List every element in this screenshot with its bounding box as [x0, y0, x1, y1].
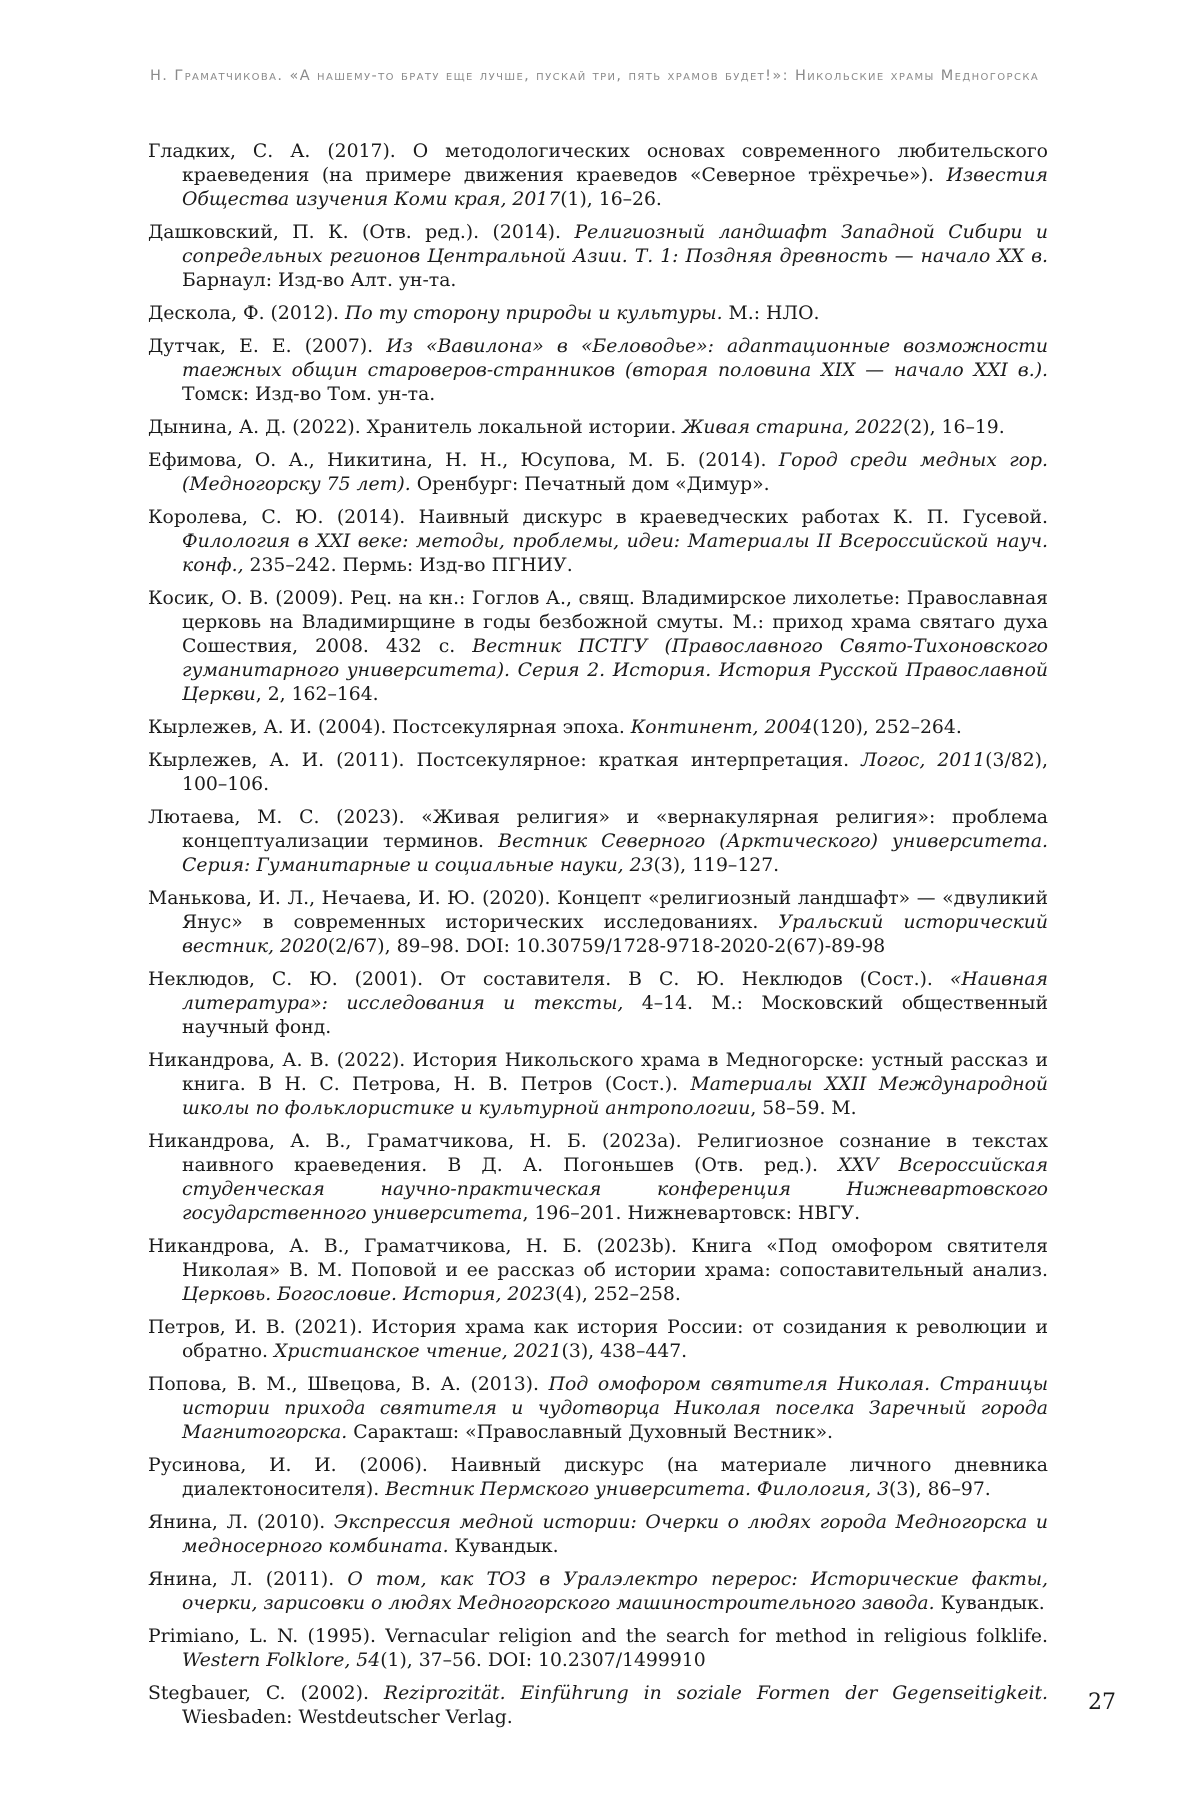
reference-entry: Primiano, L. N. (1995). Vernacular religion and the search for method in religious folklife. Western Folklore, 54(1), 37–56. DOI: 10.2307/1499910 [148, 1625, 1048, 1673]
reference-entry: Неклюдов, С. Ю. (2001). От составителя. В С. Ю. Неклюдов (Сост.). «Наивная литература»: исследования и тексты, 4–14. М.: Московский общественный научный фонд. [148, 968, 1048, 1040]
reference-entry: Русинова, И. И. (2006). Наивный дискурс (на материале личного дневника диалектоносителя). Вестник Пермского университета. Филология, 3(3), 86–97. [148, 1454, 1048, 1502]
reference-entry: Косик, О. В. (2009). Рец. на кн.: Гоглов А., свящ. Владимирское лихолетье: Православная церковь на Владимирщине в годы безбожной смуты. М.: приход храма святаго духа Сошествия, 2008. 432 с. Вестник ПСТГУ (Православного Свято-Тихоновского гуманитарного университета). Серия 2. История. История Русской Православной Церкви, 2, 162–164. [148, 587, 1048, 707]
reference-entry: Королева, С. Ю. (2014). Наивный дискурс в краеведческих работах К. П. Гусевой. Филология в XXI веке: методы, проблемы, идеи: Материалы II Всероссийской науч. конф., 235–242. Пермь: Изд-во ПГНИУ. [148, 506, 1048, 578]
reference-entry: Дутчак, Е. Е. (2007). Из «Вавилона» в «Беловодье»: адаптационные возможности таежных общин староверов-странников (вторая половина XIX — начало XXI в.). Томск: Изд-во Том. ун-та. [148, 335, 1048, 407]
reference-entry: Никандрова, А. В., Граматчикова, Н. Б. (2023a). Религиозное сознание в текстах наивного краеведения. В Д. А. Погоньшев (Отв. ред.). XXV Всероссийская студенческая научно-практическая конференция Нижневартовского государственного университета, 196–201. Нижневартовск: НВГУ. [148, 1130, 1048, 1226]
reference-entry: Лютаева, М. С. (2023). «Живая религия» и «вернакулярная религия»: проблема концептуализации терминов. Вестник Северного (Арктического) университета. Серия: Гуманитарные и социальные науки, 23(3), 119–127. [148, 806, 1048, 878]
reference-entry: Петров, И. В. (2021). История храма как история России: от созидания к революции и обратно. Христианское чтение, 2021(3), 438–447. [148, 1316, 1048, 1364]
reference-entry: Дашковский, П. К. (Отв. ред.). (2014). Религиозный ландшафт Западной Сибири и сопредельных регионов Центральной Азии. Т. 1: Поздняя древность — начало XX в. Барнаул: Изд-во Алт. ун-та. [148, 221, 1048, 293]
reference-entry: Гладких, С. А. (2017). О методологических основах современного любительского краеведения (на примере движения краеведов «Северное трёхречье»). Известия Общества изучения Коми края, 2017(1), 16–26. [148, 140, 1048, 212]
reference-entry: Ефимова, О. А., Никитина, Н. Н., Юсупова, М. Б. (2014). Город среди медных гор. (Медногорску 75 лет). Оренбург: Печатный дом «Димур». [148, 449, 1048, 497]
reference-entry: Дынина, А. Д. (2022). Хранитель локальной истории. Живая старина, 2022(2), 16–19. [148, 416, 1048, 440]
journal-page [0, 0, 1200, 1800]
reference-entry: Кырлежев, А. И. (2004). Постсекулярная эпоха. Континент, 2004(120), 252–264. [148, 716, 1048, 740]
reference-entry: Янина, Л. (2011). О том, как ТОЗ в Уралэлектро перерос: Исторические факты, очерки, зарисовки о людях Медногорского машиностроительного завода. Кувандык. [148, 1568, 1048, 1616]
running-header: Н. Граматчикова. «А нашему-то брату еще лучше, пускай три, пять храмов будет!»: Никольские храмы Медногорска [150, 68, 1050, 84]
reference-entry: Янина, Л. (2010). Экспрессия медной истории: Очерки о людях города Медногорска и медносерного комбината. Кувандык. [148, 1511, 1048, 1559]
reference-entry: Манькова, И. Л., Нечаева, И. Ю. (2020). Концепт «религиозный ландшафт» — «двуликий Янус» в современных исторических исследованиях. Уральский исторический вестник, 2020(2/67), 89–98. DOI: 10.30759/1728-9718-2020-2(67)-89-98 [148, 887, 1048, 959]
reference-entry: Дескола, Ф. (2012). По ту сторону природы и культуры. М.: НЛО. [148, 302, 1048, 326]
reference-entry: Никандрова, А. В., Граматчикова, Н. Б. (2023b). Книга «Под омофором святителя Николая» В. М. Поповой и ее рассказ об истории храма: сопоставительный анализ. Церковь. Богословие. История, 2023(4), 252–258. [148, 1235, 1048, 1307]
reference-entry: Попова, В. М., Швецова, В. А. (2013). Под омофором святителя Николая. Страницы истории прихода святителя и чудотворца Николая поселка Заречный города Магнитогорска. Саракташ: «Православный Духовный Вестник». [148, 1373, 1048, 1445]
page-number: 27 [1088, 1690, 1116, 1715]
reference-entry: Никандрова, А. В. (2022). История Никольского храма в Медногорске: устный рассказ и книга. В Н. С. Петрова, Н. В. Петров (Сост.). Материалы XXII Международной школы по фольклористике и культурной антропологии, 58–59. М. [148, 1049, 1048, 1121]
reference-entry: Кырлежев, А. И. (2011). Постсекулярное: краткая интерпретация. Логос, 2011(3/82), 100–106. [148, 749, 1048, 797]
reference-list [148, 140, 1048, 1739]
reference-entry: Stegbauer, C. (2002). Reziprozität. Einführung in soziale Formen der Gegenseitigkeit. Wiesbaden: Westdeutscher Verlag. [148, 1682, 1048, 1730]
